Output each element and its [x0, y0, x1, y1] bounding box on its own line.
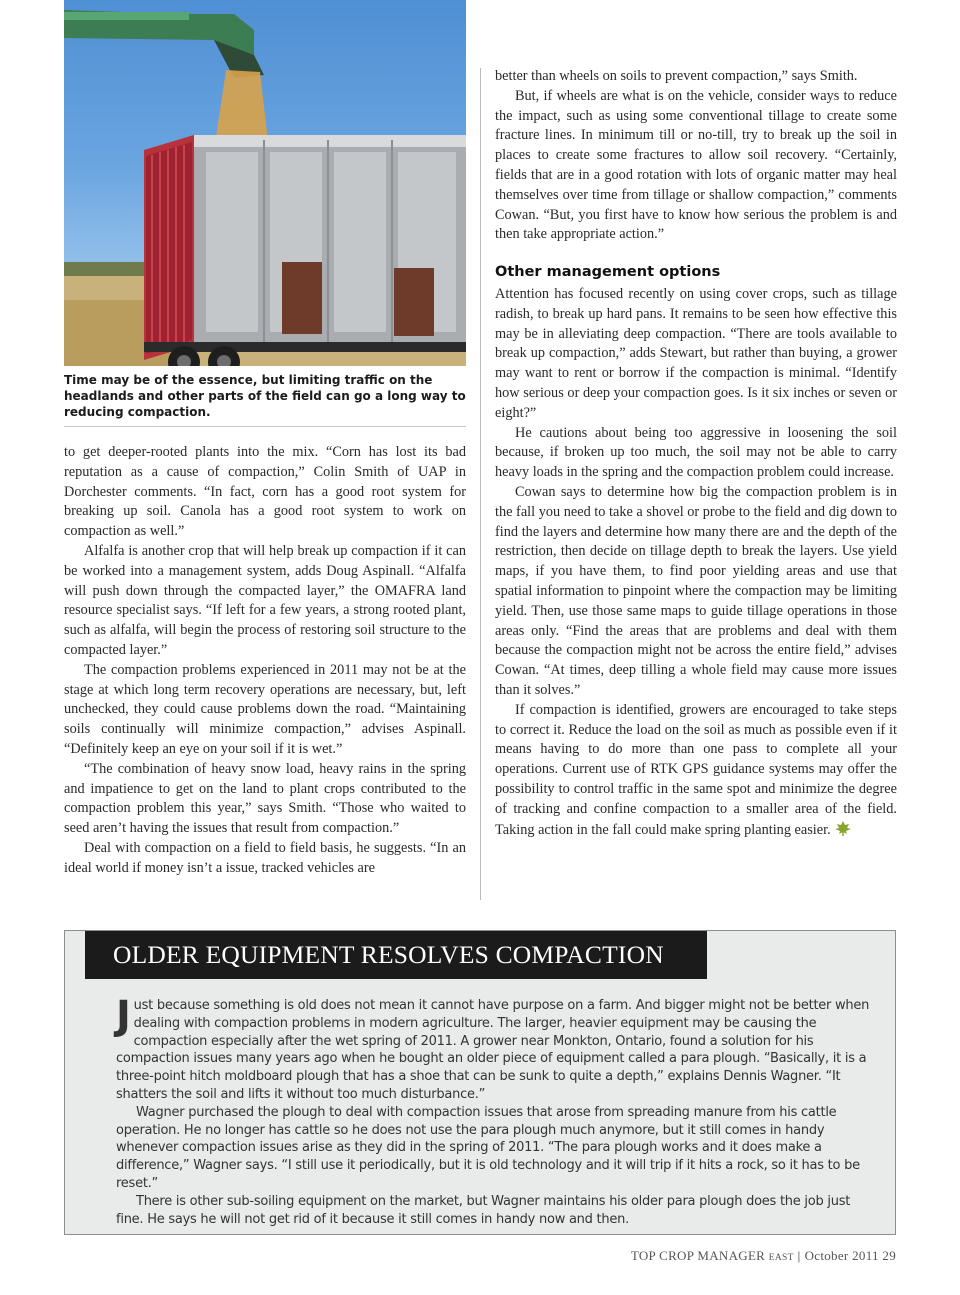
left-paragraph-2: Alfalfa is another crop that will help break up compaction if it can be worked into a management system, adds Doug Aspinall. “Alfalfa will push down through the compacted layer,” the OMAFRA land resource specialist says. “If left for a few years, a strong rooted plant, such as alfalfa, will begin the process of restoring soil structure to the compacted layer.”	[64, 542, 466, 658]
photo-caption: Time may be of the essence, but limiting traffic on the headlands and other parts of the field can go a long way to reducing compaction.	[64, 373, 466, 419]
grain-truck-illustration	[64, 0, 466, 366]
page-number: 29	[882, 1248, 896, 1263]
footer-separator: |	[797, 1248, 801, 1263]
right-paragraph-3: Attention has focused recently on using cover crops, such as tillage radish, to break up hard pans. It remains to be seen how effective this may be in alleviating deep compaction. “There are tools available to break up compaction,” adds Stewart, but rather than buying, a grower may want to rent or borrow if the compaction is minimal. “Identify how serious or deep your compaction goes. Is it six inches or seven or eight?”	[495, 286, 897, 421]
sidebar-box	[64, 930, 896, 1235]
drop-cap: J	[116, 993, 131, 1039]
right-paragraph-1: better than wheels on soils to prevent compaction,” says Smith.	[495, 68, 858, 84]
caption-divider	[64, 426, 466, 427]
publication-name: TOP CROP MANAGER	[630, 1248, 766, 1263]
right-paragraph-2: But, if wheels are what is on the vehicle, consider ways to reduce the impact, such as using some conventional tillage to create some fracture lines. In minimum till or no-till, try to break up the soil in places to create some fractures to allow soil recovery. “Certainly, fields that are in a good rotation with lots of organic matter may heal themselves over time from tillage or shallow compaction,” comments Cowan. “But, you first have to know how serious the problem is and then take appropriate action.”	[495, 87, 897, 243]
right-column-bottom	[495, 285, 897, 840]
article-photo	[64, 0, 466, 366]
left-column	[64, 443, 466, 879]
closing-paragraph-text: If compaction is identified, growers are encouraged to take steps to correct it. Reduce the load on the soil as much as possible even if it means having to do more than one pass to complete all your operations. Current use of RTK GPS guidance systems may offer the possibility to control traffic in the same spot and minimize the degree of tracking and confine compaction to a smaller area of the field. Taking action in the fall could make spring planting easier.	[495, 701, 897, 838]
maple-leaf-icon	[834, 820, 852, 836]
sidebar-body	[116, 993, 876, 1228]
section-subhead: Other management options	[495, 264, 721, 280]
left-paragraph-1: to get deeper-rooted plants into the mix. “Corn has lost its bad reputation as a cause of compaction,” Colin Smith of UAP in Dorchester comments. “In fact, corn has a good root system for breaking up soil. Canola has a good root system to work on compaction as well.”	[64, 444, 466, 540]
sidebar-paragraph-3: There is other sub-soiling equipment on the market, but Wagner maintains his older para plough does the job just fine. He says he will not get rid of it because it still comes in handy now and then.	[116, 1193, 851, 1227]
sidebar-title: OLDER EQUIPMENT RESOLVES COMPACTION	[85, 931, 707, 979]
left-paragraph-3: The compaction problems experienced in 2011 may not be at the stage at which long term recovery operations are necessary, but, left unchecked, they could cause problems down the road. “Maintaining soils continually will minimize compaction,” advises Aspinall. “Definitely keep an eye on your soil if it is wet.”	[64, 661, 466, 757]
right-paragraph-6	[495, 701, 897, 841]
right-paragraph-5: Cowan says to determine how big the compaction problem is in the fall you need to take a shovel or probe to the field and dig down to find the layers and determine how many there are and the depth of the restriction, then decide on tillage depth to break the layers. Use yield maps, if you have them, to find poor yielding areas and use that spatial information to pinpoint where the compaction may be limiting yield. Then, use those same maps to guide tillage operations in those areas only. “Find the areas that are problems and deal with them because the compaction might not be across the entire field,” advises Cowan. “At times, deep tilling a whole field may cause more issues than it solves.”	[495, 483, 897, 698]
column-divider	[480, 68, 481, 900]
right-column-top	[495, 67, 897, 245]
left-paragraph-5: Deal with compaction on a field to field basis, he suggests. “In an ideal world if money isn’t a issue, tracked vehicles are	[64, 839, 466, 876]
right-paragraph-4: He cautions about being too aggressive in loosening the soil because, if broken up too much, the soil may not be able to carry heavy loads in the spring and the compaction problem could increase.	[495, 424, 897, 481]
page-footer	[631, 1248, 896, 1264]
sidebar-paragraph-1	[116, 993, 876, 1104]
publication-edition: EAST	[768, 1253, 794, 1263]
left-paragraph-4: “The combination of heavy snow load, heavy rains in the spring and impatience to get on the land to plant crops contributed to the compaction problem this year,” says Smith. “Those who waited to seed aren’t having the issues that result from compaction.”	[64, 760, 466, 837]
issue-date: October 2011	[804, 1248, 879, 1263]
sidebar-paragraph-2: Wagner purchased the plough to deal with compaction issues that arose from spreading manure from his cattle operation. He no longer has cattle so he does not use the para plough much anymore, but it still comes in handy whenever compaction issues arise as they did in the spring of 2011. “The para plough works and it does make a difference,” Wagner says. “I still use it periodically, but it is old technology and it will trip if it hits a rock, so it has to be reset.”	[116, 1104, 860, 1191]
sidebar-paragraph-1-text: ust because something is old does not mean it cannot have purpose on a farm. And bigger might not be better when dealing with compaction problems in modern agriculture. The larger, heavier equipment may be causing the compaction especially after the wet spring of 2011. A grower near Monkton, Ontario, found a solution for his compaction issues many years ago when he bought an older piece of equipment called a para plough. “Basically, it is a three-point hitch moldboard plough that has a shoe that can be sunk to quite a depth,” explains Dennis Wagner. “It shatters the soil and lifts it without too much disturbance.”	[116, 998, 870, 1102]
